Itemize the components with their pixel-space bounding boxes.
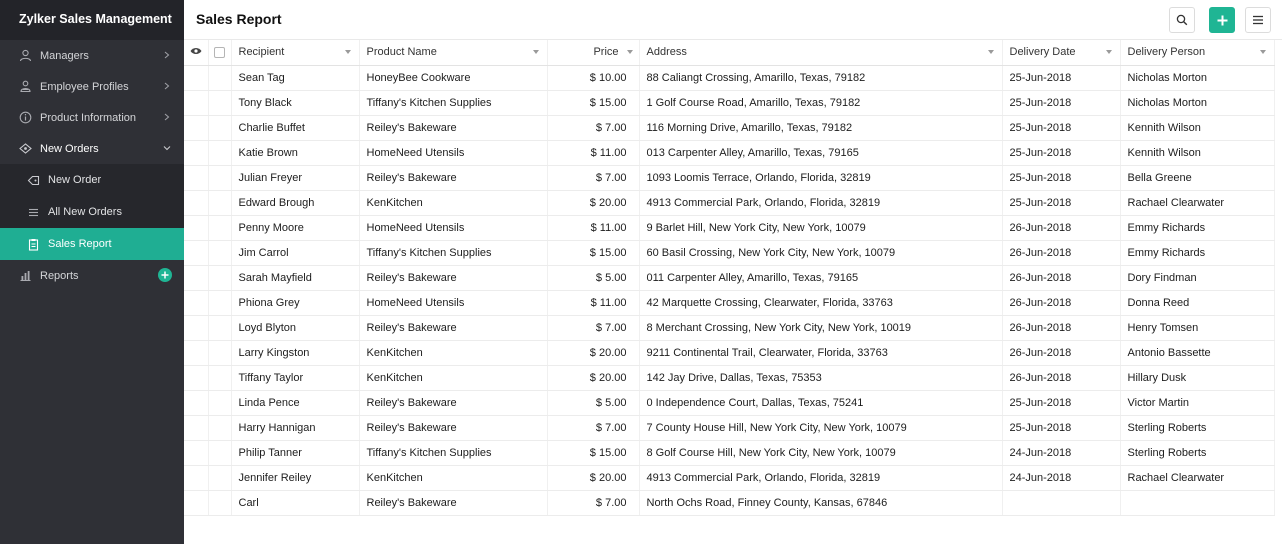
- sort-arrow-icon[interactable]: [1106, 50, 1112, 54]
- cell-product-name: Tiffany's Kitchen Supplies: [359, 440, 547, 465]
- cell-recipient: Harry Hannigan: [231, 415, 359, 440]
- cell-address: 142 Jay Drive, Dallas, Texas, 75353: [639, 365, 1002, 390]
- row-select-cell: [208, 440, 231, 465]
- cell-product-name: Reiley's Bakeware: [359, 415, 547, 440]
- table-row[interactable]: [184, 415, 1274, 440]
- row-spacer: [184, 290, 208, 315]
- table-row[interactable]: [184, 440, 1274, 465]
- table-row[interactable]: [184, 465, 1274, 490]
- cell-address: 88 Caliangt Crossing, Amarillo, Texas, 79182: [639, 65, 1002, 90]
- table-row[interactable]: [184, 165, 1274, 190]
- cell-address: 9 Barlet Hill, New York City, New York, 10079: [639, 215, 1002, 240]
- table-row[interactable]: [184, 190, 1274, 215]
- cell-recipient: Sarah Mayfield: [231, 265, 359, 290]
- cell-delivery-date: 26-Jun-2018: [1002, 265, 1120, 290]
- cell-delivery-person: Donna Reed: [1120, 290, 1274, 315]
- cell-delivery-person: Victor Martin: [1120, 390, 1274, 415]
- cell-delivery-date: 25-Jun-2018: [1002, 415, 1120, 440]
- cell-delivery-person: Kennith Wilson: [1120, 140, 1274, 165]
- row-select-cell: [208, 190, 231, 215]
- row-spacer: [184, 190, 208, 215]
- cell-delivery-date: 26-Jun-2018: [1002, 365, 1120, 390]
- cell-price: $ 11.00: [547, 215, 639, 240]
- select-all-checkbox-cell[interactable]: [208, 40, 231, 65]
- cell-address: 9211 Continental Trail, Clearwater, Florida, 33763: [639, 340, 1002, 365]
- sales-report-table: [184, 40, 1275, 516]
- eye-icon: [190, 47, 202, 55]
- orders-icon: [18, 142, 32, 156]
- row-select-cell: [208, 215, 231, 240]
- cell-address: 116 Morning Drive, Amarillo, Texas, 79182: [639, 115, 1002, 140]
- sidebar-item-label: Product Information: [40, 111, 136, 124]
- cell-price: $ 5.00: [547, 265, 639, 290]
- row-spacer: [184, 490, 208, 515]
- cell-recipient: Larry Kingston: [231, 340, 359, 365]
- cell-price: $ 11.00: [547, 140, 639, 165]
- row-select-cell: [208, 240, 231, 265]
- row-select-cell: [208, 90, 231, 115]
- sidebar: [0, 0, 184, 544]
- cell-delivery-date: 24-Jun-2018: [1002, 465, 1120, 490]
- row-spacer: [184, 365, 208, 390]
- cell-delivery-date: 25-Jun-2018: [1002, 390, 1120, 415]
- sort-arrow-icon[interactable]: [345, 50, 351, 54]
- row-select-cell: [208, 490, 231, 515]
- row-select-cell: [208, 340, 231, 365]
- row-spacer: [184, 165, 208, 190]
- cell-price: $ 20.00: [547, 465, 639, 490]
- cell-delivery-person: Dory Findman: [1120, 265, 1274, 290]
- cell-delivery-person: Emmy Richards: [1120, 240, 1274, 265]
- cell-price: $ 15.00: [547, 440, 639, 465]
- cell-price: $ 7.00: [547, 115, 639, 140]
- report-icon: [26, 237, 40, 251]
- table-row[interactable]: [184, 240, 1274, 265]
- row-select-cell: [208, 265, 231, 290]
- table-header-row: [184, 40, 1274, 65]
- row-select-cell: [208, 390, 231, 415]
- cell-recipient: Phiona Grey: [231, 290, 359, 315]
- sidebar-item-reports[interactable]: [0, 260, 184, 291]
- row-select-cell: [208, 65, 231, 90]
- user-icon: [18, 49, 32, 63]
- cell-price: $ 15.00: [547, 240, 639, 265]
- cell-price: $ 20.00: [547, 340, 639, 365]
- list-icon: [26, 205, 40, 219]
- cell-price: $ 11.00: [547, 290, 639, 315]
- row-select-cell: [208, 365, 231, 390]
- table-row[interactable]: [184, 365, 1274, 390]
- cell-price: $ 7.00: [547, 490, 639, 515]
- sidebar-item-new-order[interactable]: [0, 164, 184, 196]
- table-row[interactable]: [184, 115, 1274, 140]
- cell-product-name: Reiley's Bakeware: [359, 490, 547, 515]
- cell-delivery-person: Kennith Wilson: [1120, 115, 1274, 140]
- cell-address: 8 Merchant Crossing, New York City, New York, 10019: [639, 315, 1002, 340]
- row-spacer: [184, 240, 208, 265]
- row-select-cell: [208, 115, 231, 140]
- cell-price: $ 5.00: [547, 390, 639, 415]
- cell-delivery-date: 26-Jun-2018: [1002, 315, 1120, 340]
- cell-product-name: HomeNeed Utensils: [359, 290, 547, 315]
- cell-delivery-date: 26-Jun-2018: [1002, 240, 1120, 265]
- sort-arrow-icon[interactable]: [533, 50, 539, 54]
- row-select-cell: [208, 415, 231, 440]
- table-row[interactable]: [184, 90, 1274, 115]
- column-header-price[interactable]: Price: [547, 40, 639, 65]
- cell-address: 0 Independence Court, Dallas, Texas, 75241: [639, 390, 1002, 415]
- cell-address: 011 Carpenter Alley, Amarillo, Texas, 79165: [639, 265, 1002, 290]
- row-spacer: [184, 315, 208, 340]
- sidebar-item-employee-profiles[interactable]: [0, 71, 184, 102]
- cell-product-name: HomeNeed Utensils: [359, 140, 547, 165]
- cell-delivery-person: Hillary Dusk: [1120, 365, 1274, 390]
- hamburger-menu-icon: [1252, 15, 1264, 25]
- cell-delivery-date: 25-Jun-2018: [1002, 190, 1120, 215]
- cell-price: $ 10.00: [547, 65, 639, 90]
- row-select-cell: [208, 290, 231, 315]
- cell-recipient: Linda Pence: [231, 390, 359, 415]
- cell-delivery-date: 25-Jun-2018: [1002, 115, 1120, 140]
- column-header-product-name[interactable]: Product Name: [359, 40, 547, 65]
- cell-product-name: KenKitchen: [359, 365, 547, 390]
- cell-delivery-person: Sterling Roberts: [1120, 440, 1274, 465]
- cell-delivery-date: 25-Jun-2018: [1002, 90, 1120, 115]
- cell-product-name: HomeNeed Utensils: [359, 215, 547, 240]
- cell-product-name: KenKitchen: [359, 340, 547, 365]
- sort-arrow-icon[interactable]: [1260, 50, 1266, 54]
- chevron-right-icon: [162, 81, 172, 91]
- cell-price: $ 7.00: [547, 315, 639, 340]
- add-record-button[interactable]: [1209, 7, 1235, 33]
- sidebar-item-product-information[interactable]: [0, 102, 184, 133]
- cell-delivery-person: Bella Greene: [1120, 165, 1274, 190]
- cell-product-name: KenKitchen: [359, 465, 547, 490]
- cell-recipient: Edward Brough: [231, 190, 359, 215]
- cell-price: $ 7.00: [547, 415, 639, 440]
- sidebar-item-managers[interactable]: [0, 40, 184, 71]
- page-title: Sales Report: [196, 11, 282, 27]
- row-select-cell: [208, 465, 231, 490]
- cell-address: 4913 Commercial Park, Orlando, Florida, 32819: [639, 190, 1002, 215]
- row-spacer: [184, 90, 208, 115]
- add-report-button[interactable]: [158, 268, 172, 282]
- row-spacer: [184, 140, 208, 165]
- table-row[interactable]: [184, 390, 1274, 415]
- table-row[interactable]: [184, 290, 1274, 315]
- row-spacer: [184, 390, 208, 415]
- sidebar-item-sales-report[interactable]: [0, 228, 184, 260]
- cell-recipient: Carl: [231, 490, 359, 515]
- cell-recipient: Loyd Blyton: [231, 315, 359, 340]
- table-row[interactable]: [184, 315, 1274, 340]
- chevron-down-icon: [162, 143, 172, 153]
- cell-delivery-date: 26-Jun-2018: [1002, 340, 1120, 365]
- row-spacer: [184, 265, 208, 290]
- sort-arrow-icon[interactable]: [627, 50, 633, 54]
- select-all-checkbox[interactable]: [214, 47, 225, 58]
- column-header-address[interactable]: Address: [639, 40, 1002, 65]
- sidebar-submenu-new-orders: [0, 164, 184, 260]
- info-icon: [18, 111, 32, 125]
- cell-address: 4913 Commercial Park, Orlando, Florida, 32819: [639, 465, 1002, 490]
- column-header-recipient[interactable]: Recipient: [231, 40, 359, 65]
- row-spacer: [184, 115, 208, 140]
- cell-address: 013 Carpenter Alley, Amarillo, Texas, 79165: [639, 140, 1002, 165]
- cell-delivery-person: Emmy Richards: [1120, 215, 1274, 240]
- report-table-container: [184, 40, 1282, 516]
- cell-price: $ 15.00: [547, 90, 639, 115]
- cell-price: $ 7.00: [547, 165, 639, 190]
- sidebar-item-label: New Orders: [40, 142, 99, 155]
- cell-delivery-person: Rachael Clearwater: [1120, 190, 1274, 215]
- cell-delivery-person: [1120, 490, 1274, 515]
- cell-delivery-date: [1002, 490, 1120, 515]
- cell-product-name: HoneyBee Cookware: [359, 65, 547, 90]
- page-header: [184, 0, 1282, 40]
- cell-delivery-date: 26-Jun-2018: [1002, 215, 1120, 240]
- table-row[interactable]: [184, 340, 1274, 365]
- cell-recipient: Tiffany Taylor: [231, 365, 359, 390]
- cell-recipient: Philip Tanner: [231, 440, 359, 465]
- row-spacer: [184, 440, 208, 465]
- cell-price: $ 20.00: [547, 365, 639, 390]
- sidebar-item-new-orders[interactable]: [0, 133, 184, 164]
- table-row[interactable]: [184, 265, 1274, 290]
- plus-icon: [161, 271, 169, 279]
- column-header-delivery-date[interactable]: Delivery Date: [1002, 40, 1120, 65]
- cell-recipient: Julian Freyer: [231, 165, 359, 190]
- cell-product-name: Reiley's Bakeware: [359, 115, 547, 140]
- cell-recipient: Sean Tag: [231, 65, 359, 90]
- cell-delivery-person: Nicholas Morton: [1120, 90, 1274, 115]
- cell-address: 8 Golf Course Hill, New York City, New York, 10079: [639, 440, 1002, 465]
- table-body: [184, 65, 1274, 515]
- cell-product-name: Reiley's Bakeware: [359, 265, 547, 290]
- cell-product-name: Reiley's Bakeware: [359, 165, 547, 190]
- search-icon: [1176, 14, 1188, 26]
- table-row[interactable]: [184, 140, 1274, 165]
- cell-address: 60 Basil Crossing, New York City, New York, 10079: [639, 240, 1002, 265]
- column-visibility-toggle[interactable]: [184, 40, 208, 65]
- cell-delivery-person: Antonio Bassette: [1120, 340, 1274, 365]
- cell-price: $ 20.00: [547, 190, 639, 215]
- cell-delivery-date: 25-Jun-2018: [1002, 65, 1120, 90]
- row-spacer: [184, 465, 208, 490]
- users-icon: [18, 80, 32, 94]
- table-row[interactable]: [184, 215, 1274, 240]
- menu-button[interactable]: [1245, 7, 1271, 33]
- tag-icon: [26, 173, 40, 187]
- cell-delivery-date: 25-Jun-2018: [1002, 165, 1120, 190]
- column-header-delivery-person[interactable]: Delivery Person: [1120, 40, 1274, 65]
- chevron-right-icon: [162, 112, 172, 122]
- row-select-cell: [208, 140, 231, 165]
- chevron-right-icon: [162, 50, 172, 60]
- sidebar-item-label: Sales Report: [48, 238, 112, 250]
- cell-recipient: Penny Moore: [231, 215, 359, 240]
- row-select-cell: [208, 165, 231, 190]
- cell-address: 7 County House Hill, New York City, New York, 10079: [639, 415, 1002, 440]
- cell-product-name: Reiley's Bakeware: [359, 390, 547, 415]
- row-spacer: [184, 215, 208, 240]
- cell-delivery-person: Sterling Roberts: [1120, 415, 1274, 440]
- row-select-cell: [208, 315, 231, 340]
- cell-delivery-person: Rachael Clearwater: [1120, 465, 1274, 490]
- cell-delivery-person: Nicholas Morton: [1120, 65, 1274, 90]
- cell-recipient: Charlie Buffet: [231, 115, 359, 140]
- sidebar-item-label: Employee Profiles: [40, 80, 129, 93]
- row-spacer: [184, 65, 208, 90]
- cell-address: 42 Marquette Crossing, Clearwater, Florida, 33763: [639, 290, 1002, 315]
- cell-product-name: Tiffany's Kitchen Supplies: [359, 90, 547, 115]
- bar-chart-icon: [18, 269, 32, 283]
- cell-recipient: Jim Carrol: [231, 240, 359, 265]
- table-row[interactable]: [184, 490, 1274, 515]
- cell-address: 1093 Loomis Terrace, Orlando, Florida, 32819: [639, 165, 1002, 190]
- row-spacer: [184, 415, 208, 440]
- cell-delivery-date: 25-Jun-2018: [1002, 140, 1120, 165]
- cell-recipient: Tony Black: [231, 90, 359, 115]
- sidebar-item-label: All New Orders: [48, 206, 122, 218]
- cell-delivery-date: 24-Jun-2018: [1002, 440, 1120, 465]
- row-spacer: [184, 340, 208, 365]
- sidebar-item-label: New Order: [48, 174, 102, 186]
- table-row[interactable]: [184, 65, 1274, 90]
- cell-product-name: Tiffany's Kitchen Supplies: [359, 240, 547, 265]
- sort-arrow-icon[interactable]: [988, 50, 994, 54]
- cell-recipient: Jennifer Reiley: [231, 465, 359, 490]
- search-button[interactable]: [1169, 7, 1195, 33]
- cell-product-name: KenKitchen: [359, 190, 547, 215]
- app-title: Zylker Sales Management: [0, 0, 184, 40]
- cell-recipient: Katie Brown: [231, 140, 359, 165]
- cell-address: 1 Golf Course Road, Amarillo, Texas, 79182: [639, 90, 1002, 115]
- sidebar-item-label: Reports: [40, 269, 79, 282]
- plus-icon: [1217, 15, 1228, 26]
- cell-delivery-person: Henry Tomsen: [1120, 315, 1274, 340]
- sidebar-item-all-new-orders[interactable]: [0, 196, 184, 228]
- sidebar-item-label: Managers: [40, 49, 89, 62]
- cell-address: North Ochs Road, Finney County, Kansas, 67846: [639, 490, 1002, 515]
- cell-delivery-date: 26-Jun-2018: [1002, 290, 1120, 315]
- cell-product-name: Reiley's Bakeware: [359, 315, 547, 340]
